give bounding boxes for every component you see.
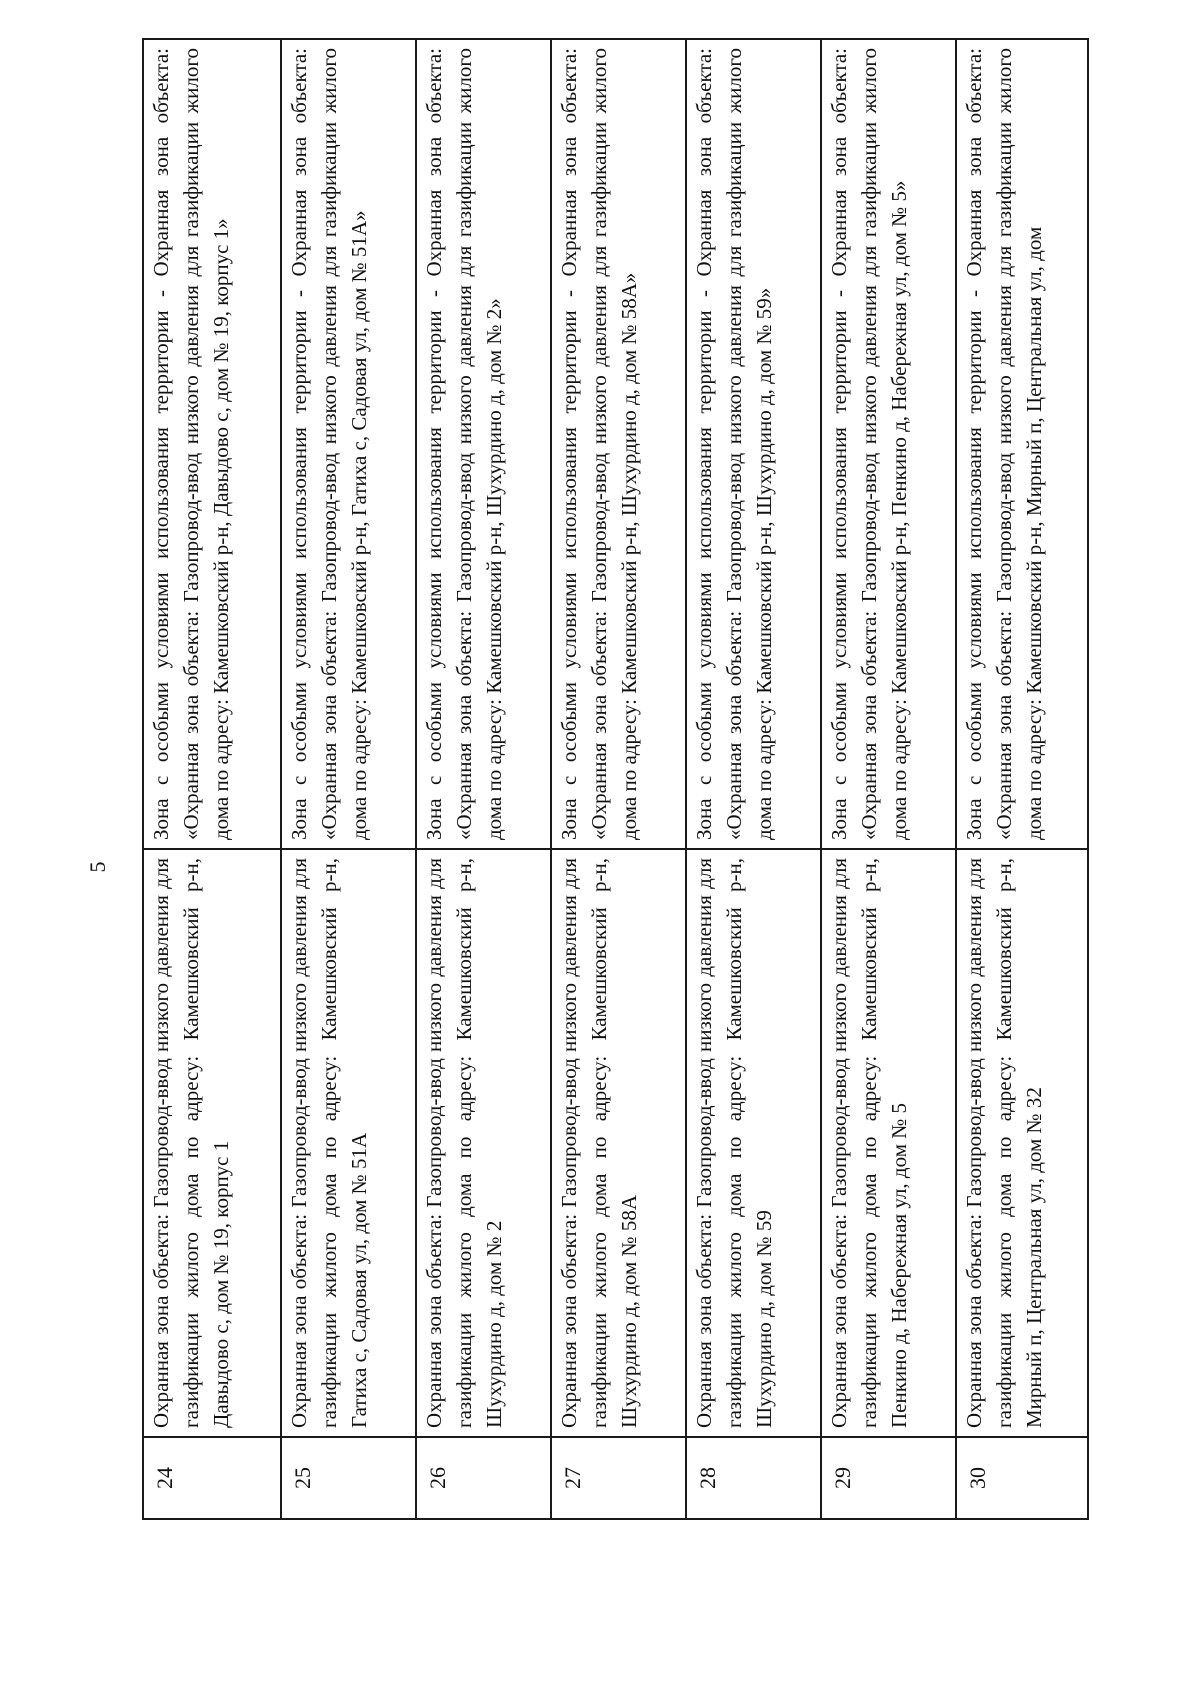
table-row bbox=[686, 39, 821, 1519]
rotated-table-container bbox=[142, 38, 1088, 1520]
table-row bbox=[281, 39, 416, 1519]
zone-description-cell: Зона с особыми условиями использования территории - Охранная зона объекта: «Охранная зона объекта: Газопровод-ввод низкого давления для газификации жилого дома по адресу: Камешковский р-н, Мирный п, Центральная ул, дом bbox=[956, 39, 1088, 849]
object-name-cell: Охранная зона объекта: Газопровод-ввод низкого давления для газификации жилого дома по адресу: Камешковский р-н, Гатиха с, Садовая ул, дом № 51А bbox=[281, 849, 416, 1437]
zone-description-cell: Зона с особыми условиями использования территории - Охранная зона объекта: «Охранная зона объекта: Газопровод-ввод низкого давления для газификации жилого дома по адресу: Камешковский р-н, Шухурдино д, дом № 59» bbox=[686, 39, 821, 849]
zone-description-cell: Зона с особыми условиями использования территории - Охранная зона объекта: «Охранная зона объекта: Газопровод-ввод низкого давления для газификации жилого дома по адресу: Камешковский р-н, Пенкино д, Набережная ул, дом № 5» bbox=[821, 39, 956, 849]
object-name-cell: Охранная зона объекта: Газопровод-ввод низкого давления для газификации жилого дома по адресу: Камешковский р-н, Пенкино д, Набережная ул, дом № 5 bbox=[821, 849, 956, 1437]
page-number: 5 bbox=[85, 861, 110, 873]
table-row bbox=[956, 39, 1088, 1519]
row-number: 24 bbox=[143, 1437, 281, 1519]
zone-description-cell: Зона с особыми условиями использования территории - Охранная зона объекта: «Охранная зона объекта: Газопровод-ввод низкого давления для газификации жилого дома по адресу: Камешковский р-н, Шухурдино д, дом № 58А» bbox=[551, 39, 686, 849]
zone-description-cell: Зона с особыми условиями использования территории - Охранная зона объекта: «Охранная зона объекта: Газопровод-ввод низкого давления для газификации жилого дома по адресу: Камешковский р-н, Шухурдино д, дом № 2» bbox=[416, 39, 551, 849]
row-number: 25 bbox=[281, 1437, 416, 1519]
table-row bbox=[821, 39, 956, 1519]
object-name-cell: Охранная зона объекта: Газопровод-ввод низкого давления для газификации жилого дома по адресу: Камешковский р-н, Шухурдино д, дом № 58А bbox=[551, 849, 686, 1437]
row-number: 30 bbox=[956, 1437, 1088, 1519]
object-name-cell: Охранная зона объекта: Газопровод-ввод низкого давления для газификации жилого дома по адресу: Камешковский р-н, Шухурдино д, дом № 59 bbox=[686, 849, 821, 1437]
object-name-cell: Охранная зона объекта: Газопровод-ввод низкого давления для газификации жилого дома по адресу: Камешковский р-н, Давыдово с, дом № 19, корпус 1 bbox=[143, 849, 281, 1437]
zone-description-cell: Зона с особыми условиями использования территории - Охранная зона объекта: «Охранная зона объекта: Газопровод-ввод низкого давления для газификации жилого дома по адресу: Камешковский р-н, Давыдово с, дом № 19, корпус 1» bbox=[143, 39, 281, 849]
row-number: 27 bbox=[551, 1437, 686, 1519]
table-row bbox=[551, 39, 686, 1519]
zones-table bbox=[142, 38, 1089, 1520]
table-row bbox=[416, 39, 551, 1519]
table-row bbox=[143, 39, 281, 1519]
row-number: 29 bbox=[821, 1437, 956, 1519]
object-name-cell: Охранная зона объекта: Газопровод-ввод низкого давления для газификации жилого дома по адресу: Камешковский р-н, Мирный п, Центральная ул, дом № 32 bbox=[956, 849, 1088, 1437]
row-number: 28 bbox=[686, 1437, 821, 1519]
row-number: 26 bbox=[416, 1437, 551, 1519]
zone-description-cell: Зона с особыми условиями использования территории - Охранная зона объекта: «Охранная зона объекта: Газопровод-ввод низкого давления для газификации жилого дома по адресу: Камешковский р-н, Гатиха с, Садовая ул, дом № 51А» bbox=[281, 39, 416, 849]
object-name-cell: Охранная зона объекта: Газопровод-ввод низкого давления для газификации жилого дома по адресу: Камешковский р-н, Шухурдино д, дом № 2 bbox=[416, 849, 551, 1437]
